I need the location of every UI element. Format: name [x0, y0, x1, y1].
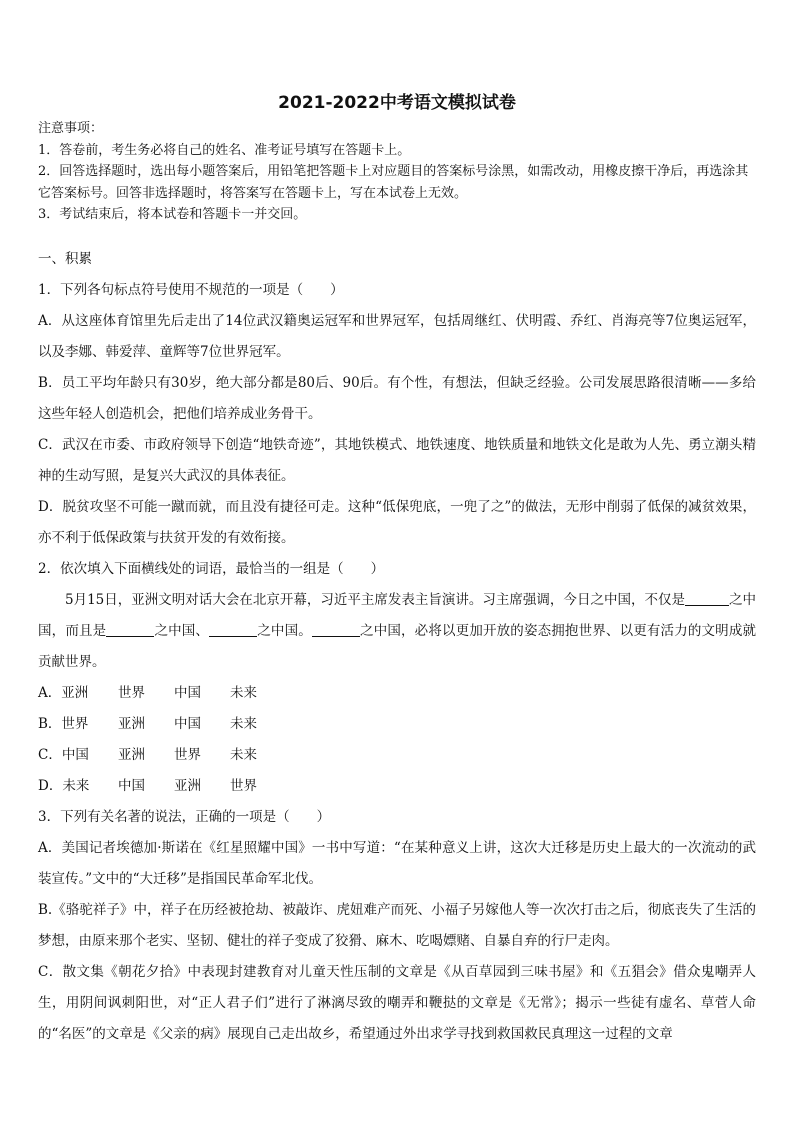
question-1-option-a: A．从这座体育馆里先后走出了14位武汉籍奥运冠军和世界冠军，包括周继红、伏明霞、乔红、肖海亮等7位奥运冠军，以及李娜、韩爱萍、童辉等7位世界冠军。: [38, 312, 756, 360]
question-2-option-b: B．世界 亚洲 中国 未来: [38, 715, 257, 732]
page-title: 2021-2022中考语文模拟试卷: [278, 93, 516, 113]
question-3-option-a: A．美国记者埃德加·斯诺在《红星照耀中国》一书中写道：“在某种意义上讲，这次大迁移是历史上最大的一次流动的武装宣传。”文中的“大迁移”是指国民革命军北伐。: [38, 839, 756, 887]
passage-text: 之中国、: [154, 622, 210, 639]
notes-heading: 注意事项：: [38, 121, 104, 136]
question-3-option-c: C．散文集《朝花夕拾》中表现封建教育对儿童天性压制的文章是《从百草园到三味书屋》和《五猖会》借众鬼嘲弄人生，用阴间讽刺阳世，对“正人君子们”进行了淋漓尽致的嘲弄和鞭挞的文章是《无常》；揭示一些徒有虚名、草菅人命的“名医”的文章是《父亲的病》展现自己走出故乡，希望通过外出求学寻找到救国救民真理这一过程的文章: [38, 963, 756, 1042]
question-1-stem: 1．下列各句标点符号使用不规范的一项是（ ）: [38, 281, 344, 298]
fill-blank: [312, 620, 360, 637]
question-2-option-a: A．亚洲 世界 中国 未来: [38, 684, 257, 701]
notes-block: [38, 118, 756, 226]
passage-text: 之中国。: [257, 622, 312, 639]
question-1-option-b: B．员工平均年龄只有30岁，绝大部分都是80后、90后。有个性，有想法，但缺乏经验。公司发展思路很清晰——多给这些年轻人创造机会，把他们培养成业务骨干。: [38, 374, 756, 422]
passage-text: 之中国，必将以更加开放的姿态拥抱世界、以更有活力的文明成就贡献世界。: [38, 622, 757, 670]
question-2-option-d: D．未来 中国 亚洲 世界: [38, 777, 257, 794]
question-2-option-c: C．中国 亚洲 世界 未来: [38, 746, 257, 763]
passage-text: 之中国，而且是: [38, 591, 756, 639]
note-item: 3．考试结束后，将本试卷和答题卡一并交回。: [38, 207, 307, 223]
fill-blank: [209, 620, 257, 637]
passage-text: 5月15日，亚洲文明对话大会在北京开幕，习近平主席发表主旨演讲。习主席强调，今日之中国，不仅是: [65, 591, 685, 608]
question-1-option-d: D．脱贫攻坚不可能一蹴而就，而且没有捷径可走。这种“低保兜底，一兜了之”的做法，无形中削弱了低保的减贫效果，亦不利于低保政策与扶贫开发的有效衔接。: [38, 498, 756, 546]
section-accumulation: [38, 244, 756, 1050]
section-heading: 一、积累: [38, 250, 92, 267]
question-1-option-c: C．武汉在市委、市政府领导下创造“地铁奇迹”，其地铁模式、地铁速度、地铁质量和地铁文化是敢为人先、勇立潮头精神的生动写照，是复兴大武汉的具体表征。: [38, 436, 756, 484]
question-2-passage: [38, 585, 756, 678]
fill-blank: [685, 589, 729, 606]
note-item: 2．回答选择题时，选出每小题答案后，用铅笔把答题卡上对应题目的答案标号涂黑，如需改动，用橡皮擦干净后，再选涂其它答案标号。回答非选择题时，将答案写在答题卡上，写在本试卷上无效。: [38, 164, 749, 201]
question-3-stem: 3．下列有关名著的说法，正确的一项是（ ）: [38, 808, 331, 825]
note-item: 1．答卷前，考生务必将自己的姓名、准考证号填写在答题卡上。: [38, 142, 411, 158]
question-3-option-b: B.《骆驼祥子》中，祥子在历经被抢劫、被敲诈、虎妞难产而死、小福子另嫁他人等一次次打击之后，彻底丧失了生活的梦想，由原来那个老实、坚韧、健壮的祥子变成了狡猾、麻木、吃喝嫖赌、自暴自弃的行尸走肉。: [38, 901, 756, 949]
fill-blank: [106, 620, 154, 637]
question-2-stem: 2．依次填入下面横线处的词语，最恰当的一组是（ ）: [38, 560, 385, 577]
page-content: [38, 118, 756, 1050]
